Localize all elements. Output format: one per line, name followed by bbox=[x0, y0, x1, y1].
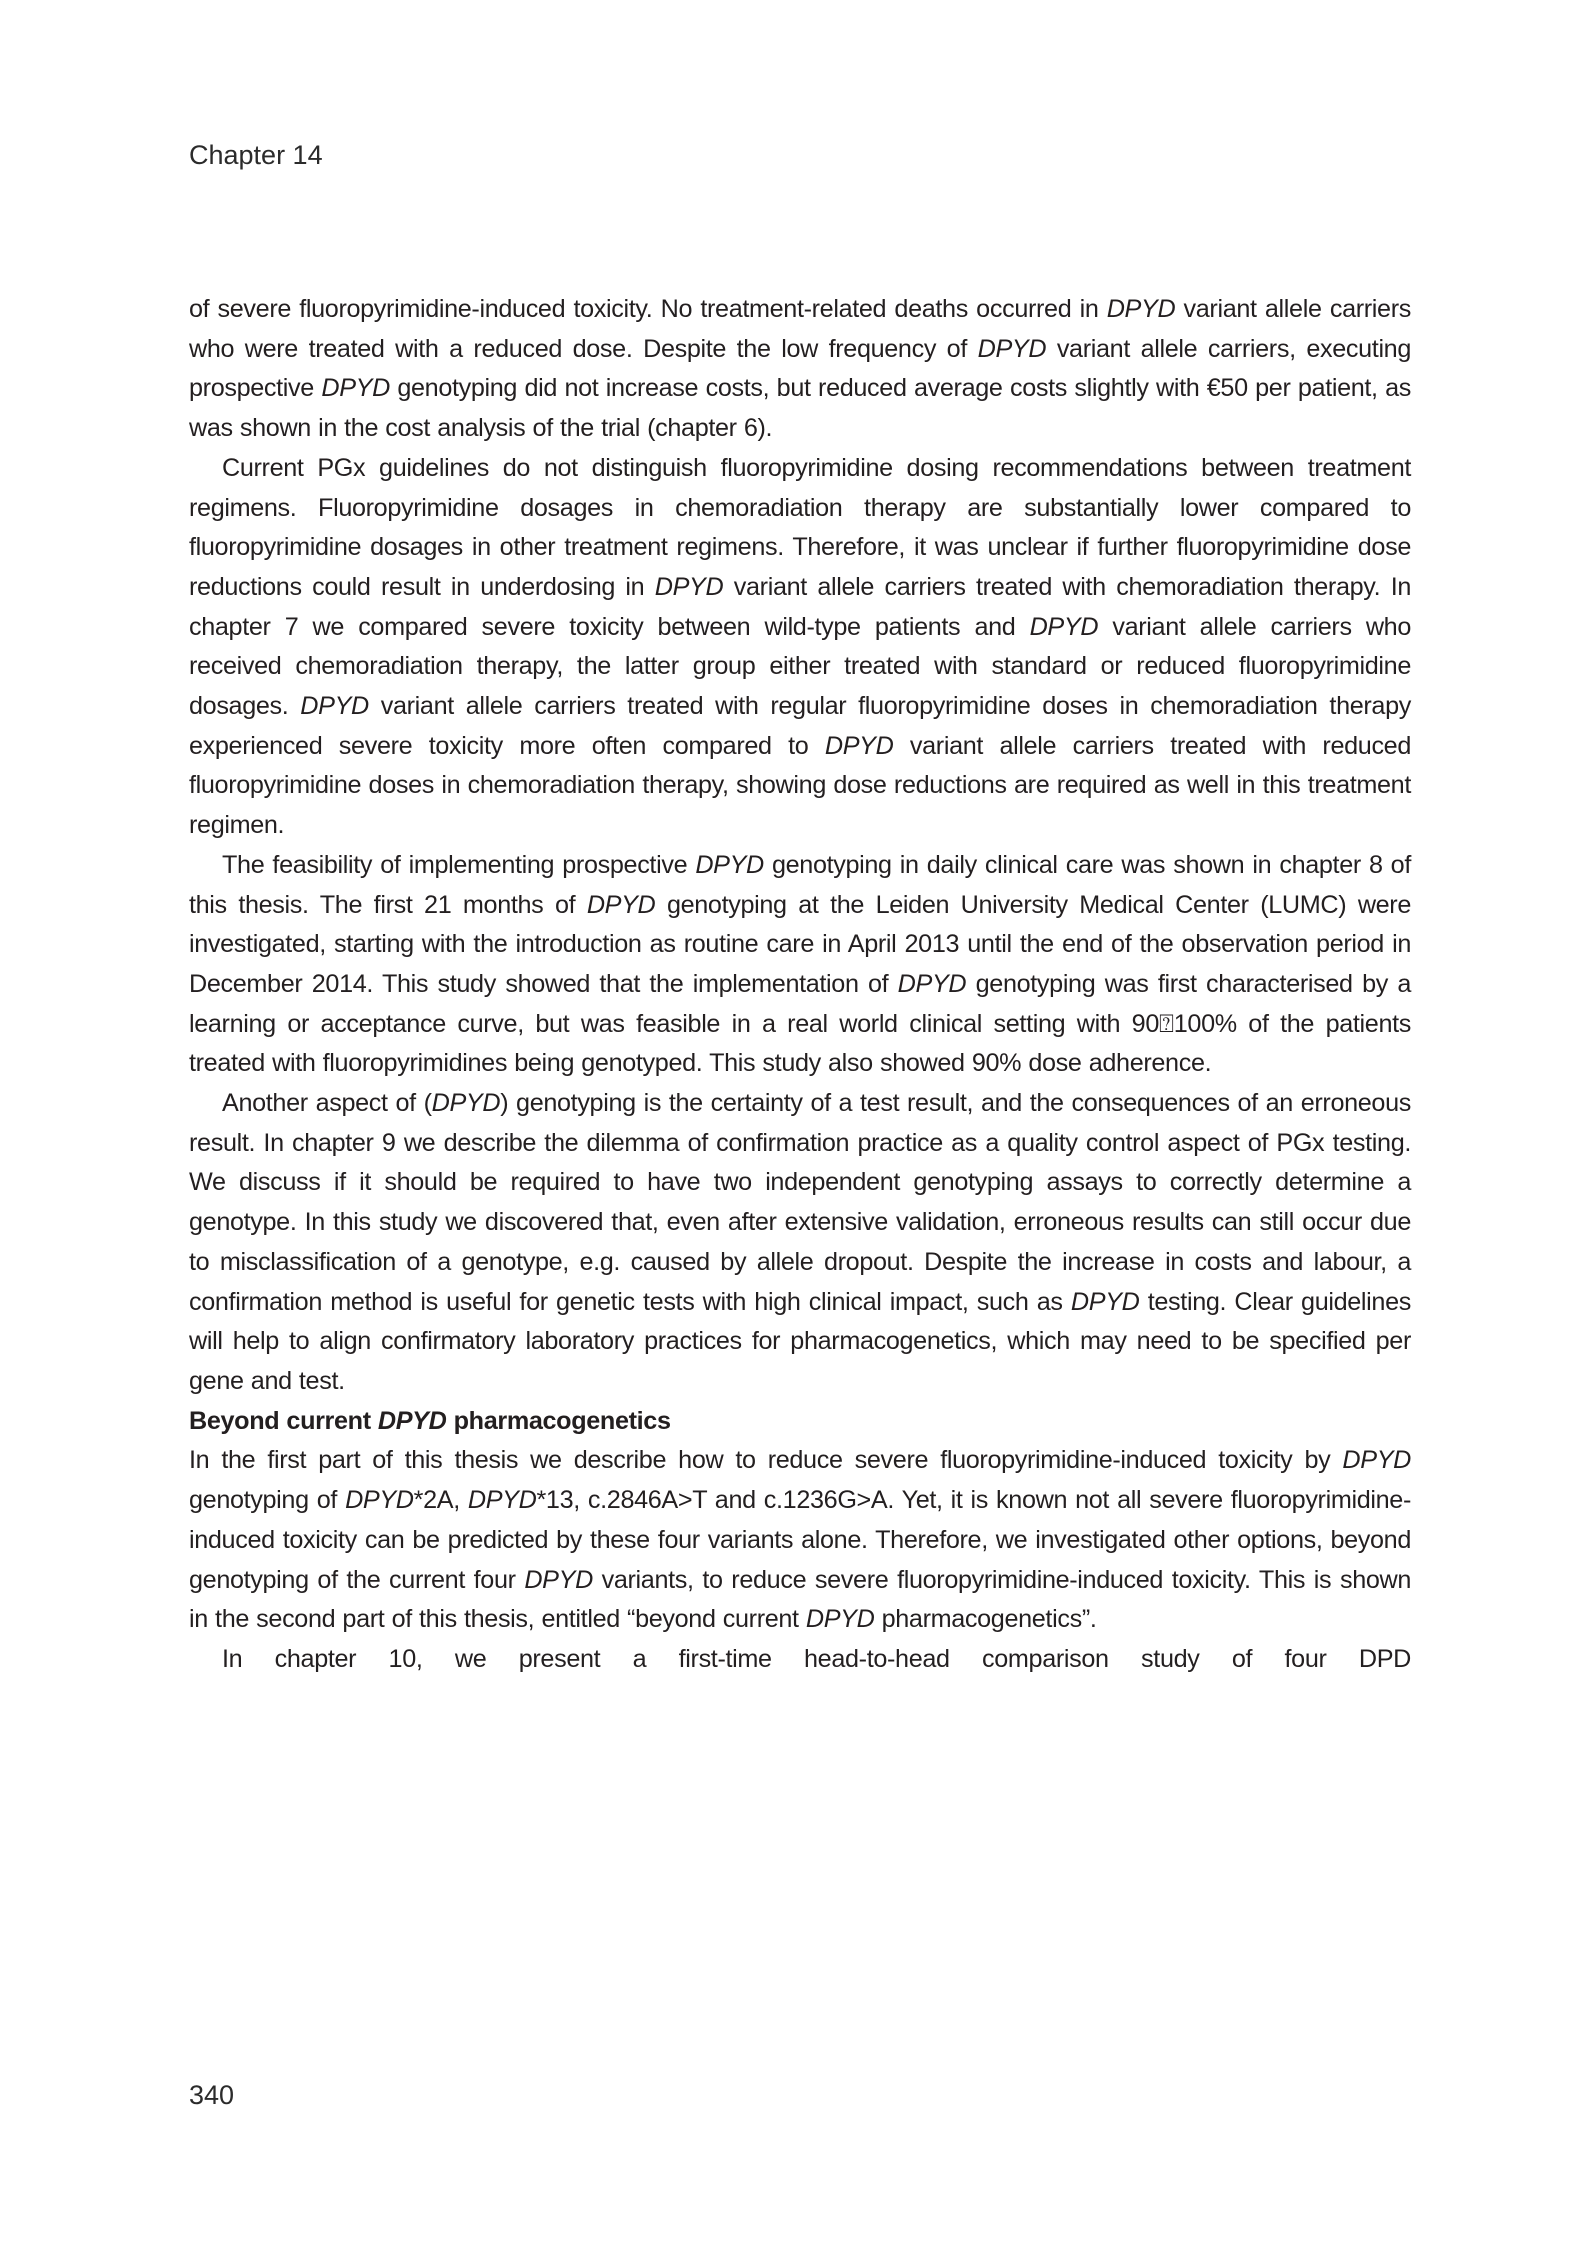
text-run: genotyping was first characterised by a learning or acceptance curve, but was feasible in a real world clinical setting with 90⍰100% of the patients treated with fluoropyrimidines being genotyped. This study also showed 90% dose adherence. bbox=[189, 969, 1411, 1078]
text-run: variant allele carriers who received chemoradiation therapy, the latter group either treated with standard or reduced fluoropyrimidine dosages. bbox=[189, 612, 1411, 721]
gene-name: DPYD bbox=[824, 731, 894, 760]
text-run: pharmacogenetics”. bbox=[874, 1605, 1097, 1634]
paragraph bbox=[189, 1084, 1411, 1402]
gene-name: DPYD bbox=[300, 692, 369, 721]
gene-name: DPYD bbox=[467, 1486, 537, 1515]
gene-name: DPYD bbox=[524, 1565, 593, 1594]
section-paragraphs bbox=[189, 1441, 1411, 1679]
gene-name: DPYD bbox=[586, 890, 656, 919]
gene-name: DPYD bbox=[977, 334, 1047, 363]
text-run: *2A, bbox=[413, 1486, 468, 1515]
text-run: Current PGx guidelines do not distinguish fluoropyrimidine dosing recommendations between treatment regimens. Fluoropyrimidine dosages in chemoradiation therapy are substantially lower compared to fluoropyrimidine dosages in other treatment regimens. Therefore, it was unclear if further fluoropyrimidine dose reductions could result in underdosing in bbox=[189, 453, 1411, 601]
text-run: genotyping of bbox=[189, 1486, 346, 1515]
text-run: of severe fluoropyrimidine-induced toxicity. No treatment-related deaths occurred in bbox=[189, 295, 1107, 323]
gene-name: DPYD bbox=[345, 1486, 414, 1515]
gene-name: DPYD bbox=[897, 969, 967, 998]
paragraph bbox=[189, 846, 1411, 1084]
text-run: genotyping in daily clinical care was shown in chapter 8 of this thesis. The first 21 months of bbox=[189, 850, 1411, 919]
running-head: Chapter 14 bbox=[189, 140, 323, 170]
text-run: variant allele carriers treated with regular fluoropyrimidine doses in chemoradiation therapy experienced severe toxicity more often compared to bbox=[189, 692, 1411, 760]
text-run: The feasibility of implementing prospective bbox=[222, 850, 696, 879]
text-run: Another aspect of ( bbox=[222, 1089, 432, 1118]
text-run: variant allele carriers, executing prospective bbox=[189, 334, 1412, 403]
gene-name: DPYD bbox=[1106, 295, 1176, 323]
text-run: genotyping did not increase costs, but reduced average costs slightly with €50 per patient, as was shown in the cost analysis of the trial (chapter 6). bbox=[189, 374, 1411, 443]
gene-name: DPYD bbox=[695, 850, 764, 879]
text-run: testing. Clear guidelines will help to align confirmatory laboratory practices for pharmacogenetics, which may need to be specified per gene and test. bbox=[189, 1287, 1411, 1395]
text-run: ) genotyping is the certainty of a test result, and the consequences of an erroneous result. In chapter 9 we describe the dilemma of confirmation practice as a quality control aspect of PGx testing. We discuss if it should be required to have two independent genotyping assays to correctly determine a genotype. In this study we discovered that, even after extensive validation, erroneous results can still occur due to misclassification of a genotype, e.g. caused by allele dropout. Despite the increase in costs and labour, a confirmation method is useful for genetic tests with high clinical impact, such as bbox=[189, 1089, 1411, 1316]
paragraphs-before-section bbox=[189, 290, 1411, 1402]
text-run: variant allele carriers treated with reduced fluoropyrimidine doses in chemoradiation therapy, showing dose reductions are required as well in this treatment regimen. bbox=[189, 731, 1412, 840]
text-run: variant allele carriers treated with chemoradiation therapy. In chapter 7 we compared severe toxicity between wild-type patients and bbox=[189, 572, 1411, 641]
gene-name: DPYD bbox=[431, 1089, 501, 1118]
gene-name: DPYD bbox=[654, 572, 724, 601]
text-run: In the first part of this thesis we describe how to reduce severe fluoropyrimidine-induced toxicity by bbox=[189, 1446, 1343, 1475]
gene-name: DPYD bbox=[805, 1605, 875, 1634]
section-heading bbox=[189, 1402, 1411, 1442]
gene-name: DPYD bbox=[377, 1406, 447, 1435]
gene-name: DPYD bbox=[1342, 1446, 1411, 1475]
paragraph bbox=[189, 1640, 1411, 1680]
gene-name: DPYD bbox=[1070, 1287, 1140, 1316]
text-run: pharmacogenetics bbox=[446, 1406, 671, 1435]
text-run: genotyping at the Leiden University Medical Center (LUMC) were investigated, starting with the introduction as routine care in April 2013 until the end of the observation period in December 2014. This study showed that the implementation of bbox=[189, 890, 1412, 998]
paragraph bbox=[189, 290, 1411, 449]
text-run: Beyond current bbox=[189, 1406, 378, 1435]
text-run: *13, c.2846A>T and c.1236G>A. Yet, it is known not all severe fluoropyrimidine-induced toxicity can be predicted by these four variants alone. Therefore, we investigated other options, beyond genotyping of the current four bbox=[189, 1486, 1411, 1594]
text-run: variant allele carriers who were treated with a reduced dose. Despite the low frequency of bbox=[189, 295, 1411, 363]
gene-name: DPYD bbox=[1029, 612, 1099, 641]
paragraph bbox=[189, 449, 1411, 846]
paragraph bbox=[189, 1441, 1411, 1640]
text-run: variants, to reduce severe fluoropyrimidine-induced toxicity. This is shown in the second part of this thesis, entitled “beyond current bbox=[189, 1565, 1412, 1634]
page-number: 340 bbox=[189, 2080, 235, 2110]
body-text bbox=[189, 290, 1411, 1680]
text-run: In chapter 10, we present a first-time head-to-head comparison study of four DPD bbox=[222, 1644, 1411, 1673]
gene-name: DPYD bbox=[321, 374, 390, 403]
